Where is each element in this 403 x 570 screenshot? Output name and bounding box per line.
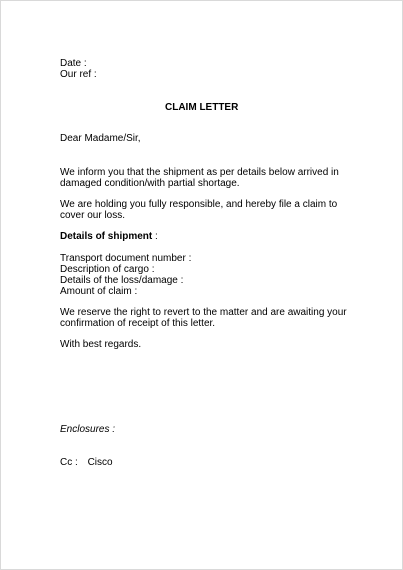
paragraph-line: damaged condition/with partial shortage. (60, 178, 240, 189)
paragraph-line: We are holding you fully responsible, and hereby file a claim to (60, 199, 338, 210)
enclosures-label: Enclosures : (60, 424, 116, 435)
closing: With best regards. (60, 339, 142, 350)
our-ref-label: Our ref : (60, 69, 97, 80)
details-heading (60, 231, 158, 242)
paragraph-line: We inform you that the shipment as per details below arrived in (60, 167, 339, 178)
details-heading-suffix: : (152, 231, 158, 242)
cc-value: Cisco (87, 457, 113, 468)
paragraph-line: cover our loss. (60, 210, 126, 221)
letter-title: CLAIM LETTER (165, 102, 239, 113)
details-heading-text: Details of shipment (60, 231, 153, 242)
list-item: Transport document number : (60, 253, 192, 264)
list-item: Details of the loss/damage : (60, 275, 184, 286)
cc-line (60, 457, 113, 468)
list-item: Amount of claim : (60, 286, 138, 297)
paragraph-line: confirmation of receipt of this letter. (60, 318, 216, 329)
date-label: Date : (60, 58, 87, 69)
paragraph-line: We reserve the right to revert to the matter and are awaiting your (60, 307, 347, 318)
salutation: Dear Madame/Sir, (60, 133, 141, 144)
list-item: Description of cargo : (60, 264, 155, 275)
cc-label: Cc : (60, 457, 78, 468)
